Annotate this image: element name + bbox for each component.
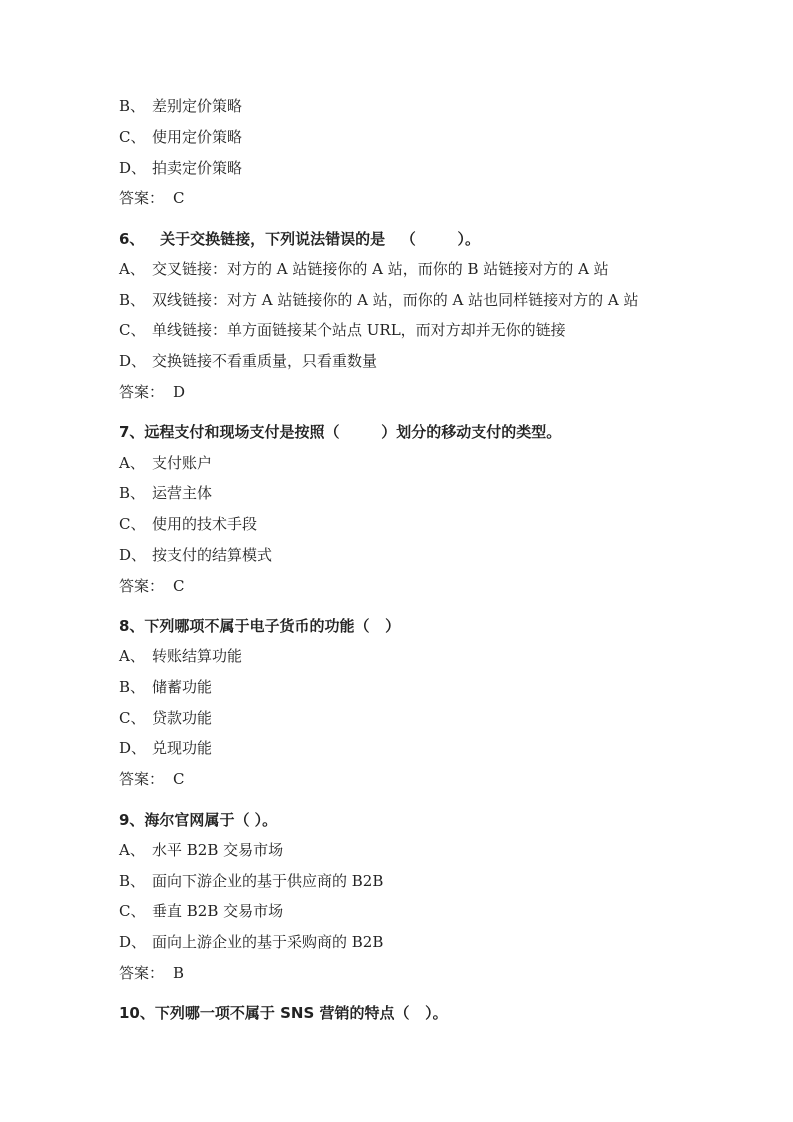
- option-letter: A、: [119, 841, 145, 859]
- option-text: 双线链接：对方 A 站链接你的 A 站，而你的 A 站也同样链接对方的 A 站: [152, 291, 639, 309]
- answer-label: 答案：: [119, 577, 165, 595]
- option-text: 水平 B2B 交易市场: [152, 841, 284, 859]
- option-letter: C、: [119, 515, 146, 533]
- option-text: 单线链接：单方面链接某个站点 URL，而对方却并无你的链接: [152, 321, 566, 339]
- answer-label: 答案：: [119, 189, 165, 207]
- answer-line: [119, 963, 184, 983]
- option-letter: B、: [119, 97, 146, 115]
- option-line: [119, 708, 212, 728]
- answer-value: C: [173, 770, 185, 788]
- option-line: [119, 320, 566, 340]
- option-letter: B、: [119, 678, 146, 696]
- option-text: 使用的技术手段: [152, 515, 258, 533]
- answer-line: [119, 382, 185, 402]
- option-text: 支付账户: [152, 454, 213, 472]
- option-line: [119, 259, 609, 279]
- option-letter: C、: [119, 902, 146, 920]
- answer-value: B: [173, 964, 185, 982]
- option-letter: C、: [119, 128, 146, 146]
- option-text: 面向上游企业的基于采购商的 B2B: [152, 933, 384, 951]
- option-text: 运营主体: [152, 484, 213, 502]
- question-10: 10、下列哪一项不属于 SNS 营销的特点（ ）。: [119, 1004, 448, 1022]
- question-6: 6、 关于交换链接，下列说法错误的是 （ ）。: [119, 230, 481, 248]
- option-letter: D、: [119, 739, 147, 757]
- option-line: [119, 453, 212, 473]
- option-text: 拍卖定价策略: [152, 159, 243, 177]
- option-text: 转账结算功能: [152, 647, 243, 665]
- option-line: [119, 738, 212, 758]
- option-letter: D、: [119, 159, 147, 177]
- option-line: [119, 840, 283, 860]
- question-9: 9、海尔官网属于（ ）。: [119, 811, 278, 829]
- option-line: [119, 351, 377, 371]
- option-letter: C、: [119, 321, 146, 339]
- option-line: [119, 483, 212, 503]
- option-letter: D、: [119, 546, 147, 564]
- question-7: 7、远程支付和现场支付是按照（ ）划分的移动支付的类型。: [119, 423, 562, 441]
- option-text: 按支付的结算模式: [152, 546, 273, 564]
- answer-value: C: [173, 189, 185, 207]
- option-text: 交换链接不看重质量，只看重数量: [152, 352, 378, 370]
- option-text: 贷款功能: [152, 709, 213, 727]
- option-line: [119, 932, 383, 952]
- option-letter: A、: [119, 260, 145, 278]
- option-line: [119, 158, 242, 178]
- question-8: 8、下列哪项不属于电子货币的功能（ ）: [119, 617, 401, 635]
- option-letter: D、: [119, 352, 147, 370]
- option-letter: A、: [119, 454, 145, 472]
- option-line: [119, 96, 242, 116]
- answer-value: C: [173, 577, 185, 595]
- option-letter: C、: [119, 709, 146, 727]
- option-letter: A、: [119, 647, 145, 665]
- option-letter: D、: [119, 933, 147, 951]
- answer-line: [119, 769, 184, 789]
- answer-label: 答案：: [119, 770, 165, 788]
- answer-line: [119, 188, 184, 208]
- option-text: 使用定价策略: [152, 128, 243, 146]
- option-letter: B、: [119, 872, 146, 890]
- option-line: [119, 514, 257, 534]
- option-text: 储蓄功能: [152, 678, 213, 696]
- option-line: [119, 646, 242, 666]
- option-letter: B、: [119, 291, 146, 309]
- option-text: 面向下游企业的基于供应商的 B2B: [152, 872, 384, 890]
- answer-line: [119, 576, 184, 596]
- option-line: [119, 545, 272, 565]
- option-line: [119, 127, 242, 147]
- option-line: [119, 290, 638, 310]
- answer-label: 答案：: [119, 383, 165, 401]
- answer-value: D: [173, 383, 186, 401]
- answer-label: 答案：: [119, 964, 165, 982]
- option-letter: B、: [119, 484, 146, 502]
- option-text: 垂直 B2B 交易市场: [152, 902, 284, 920]
- option-line: [119, 677, 212, 697]
- option-line: [119, 901, 283, 921]
- option-text: 兑现功能: [152, 739, 213, 757]
- option-text: 交叉链接：对方的 A 站链接你的 A 站，而你的 B 站链接对方的 A 站: [152, 260, 609, 278]
- option-line: [119, 871, 383, 891]
- option-text: 差别定价策略: [152, 97, 243, 115]
